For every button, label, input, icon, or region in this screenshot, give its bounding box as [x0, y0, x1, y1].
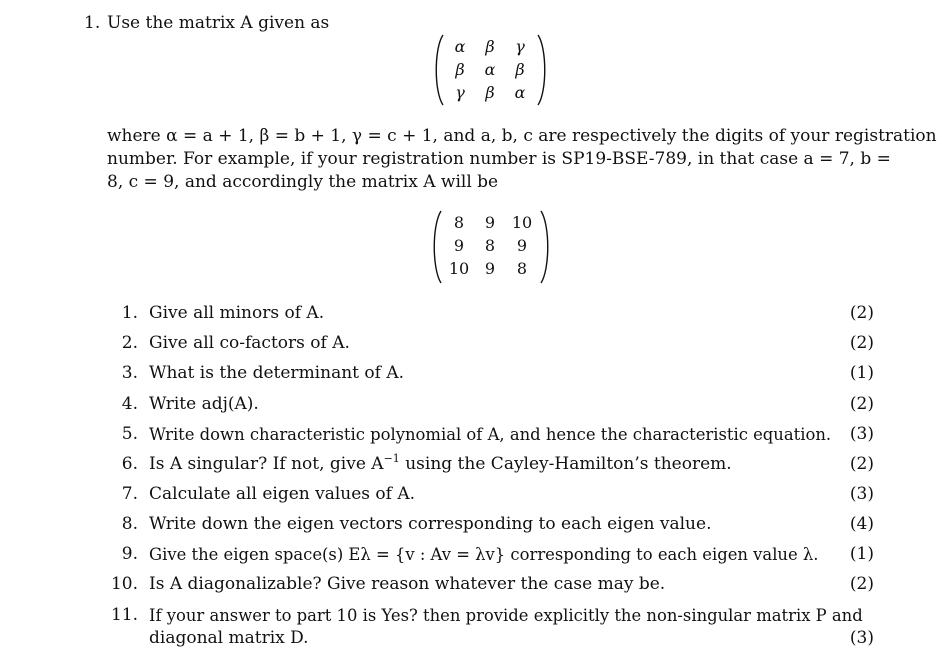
question-number: 6. — [121, 454, 138, 474]
inverse-superscript: −1 — [383, 452, 400, 465]
question-text: Write down the eigen vectors corresponding to each eigen value. — [149, 514, 712, 534]
question-text: Is A diagonalizable? Give reason whatever the case may be. — [149, 574, 666, 594]
question-number: 1. — [121, 303, 138, 323]
question-number: 7. — [121, 484, 138, 504]
matrix-cell: α — [484, 60, 496, 79]
matrix-cell: 8 — [516, 259, 528, 278]
question-points: (1) — [849, 363, 874, 383]
question-number: 2. — [121, 333, 138, 353]
question-number: 4. — [121, 394, 138, 414]
question-number: 3. — [121, 363, 138, 383]
paragraph-line: where α = a + 1, β = b + 1, γ = c + 1, and a, b, c are respectively the digits of your registration — [107, 126, 937, 146]
matrix-cell: γ — [515, 37, 525, 56]
matrix-cell: β — [485, 37, 495, 56]
question-text: Write down characteristic polynomial of A, and hence the characteristic equation. — [149, 425, 832, 444]
question-points: (3) — [849, 424, 874, 444]
matrix-cell: α — [454, 37, 466, 56]
matrix-cell: β — [485, 83, 495, 102]
question-text — [149, 453, 732, 476]
question-text: If your answer to part 10 is Yes? then provide explicitly the non-singular matrix P and — [149, 606, 863, 625]
problem-number: 1. — [84, 13, 101, 33]
question-number: 8. — [121, 514, 138, 534]
question-text: What is the determinant of A. — [149, 363, 404, 383]
question-points: (2) — [849, 333, 874, 353]
question-points: (2) — [849, 574, 874, 594]
matrix-cell: 10 — [448, 259, 470, 278]
matrix-cell: 10 — [511, 213, 533, 232]
question-points: (2) — [849, 303, 874, 323]
question-number: 9. — [121, 544, 138, 564]
question-text-part: using the Cayley-Hamilton’s theorem. — [399, 454, 732, 474]
question-number: 5. — [121, 424, 138, 444]
matrix-cell: 8 — [484, 236, 496, 255]
matrix-cell: 9 — [484, 213, 496, 232]
question-points: (3) — [849, 484, 874, 504]
question-text: Give all co-factors of A. — [149, 333, 350, 353]
question-points: (2) — [849, 454, 874, 474]
symbolic-matrix — [432, 34, 552, 106]
matrix-cell: 9 — [516, 236, 528, 255]
question-text-part: Is A singular? If not, give A — [149, 454, 384, 474]
left-paren — [432, 34, 446, 106]
right-paren — [538, 210, 552, 284]
paragraph-line: number. For example, if your registration number is SP19-BSE-789, in that case a = 7, b = — [107, 149, 891, 169]
left-paren — [430, 210, 444, 284]
matrix-cell: γ — [455, 83, 465, 102]
matrix-cell: 9 — [453, 236, 465, 255]
question-text: Write adj(A). — [149, 394, 259, 414]
question-number: 11. — [110, 605, 138, 625]
example-matrix — [430, 210, 554, 284]
right-paren — [535, 34, 549, 106]
problem-intro: Use the matrix A given as — [107, 13, 330, 33]
question-text: Calculate all eigen values of A. — [149, 484, 416, 504]
matrix-cell: 9 — [484, 259, 496, 278]
question-text: diagonal matrix D. — [149, 628, 309, 648]
question-text: Give all minors of A. — [149, 303, 325, 323]
question-points: (4) — [849, 514, 874, 534]
matrix-cell: 8 — [453, 213, 465, 232]
explanation-paragraph — [107, 125, 937, 194]
matrix-cell: α — [514, 83, 526, 102]
question-number: 10. — [110, 574, 138, 594]
question-text: Give the eigen space(s) Eλ = {v : Av = λv} corresponding to each eigen value λ. — [149, 545, 819, 564]
question-points: (3) — [849, 628, 874, 648]
matrix-cell: β — [515, 60, 525, 79]
paragraph-line: 8, c = 9, and accordingly the matrix A will be — [107, 172, 499, 192]
question-points: (2) — [849, 394, 874, 414]
matrix-cell: β — [455, 60, 465, 79]
question-points: (1) — [849, 544, 874, 564]
